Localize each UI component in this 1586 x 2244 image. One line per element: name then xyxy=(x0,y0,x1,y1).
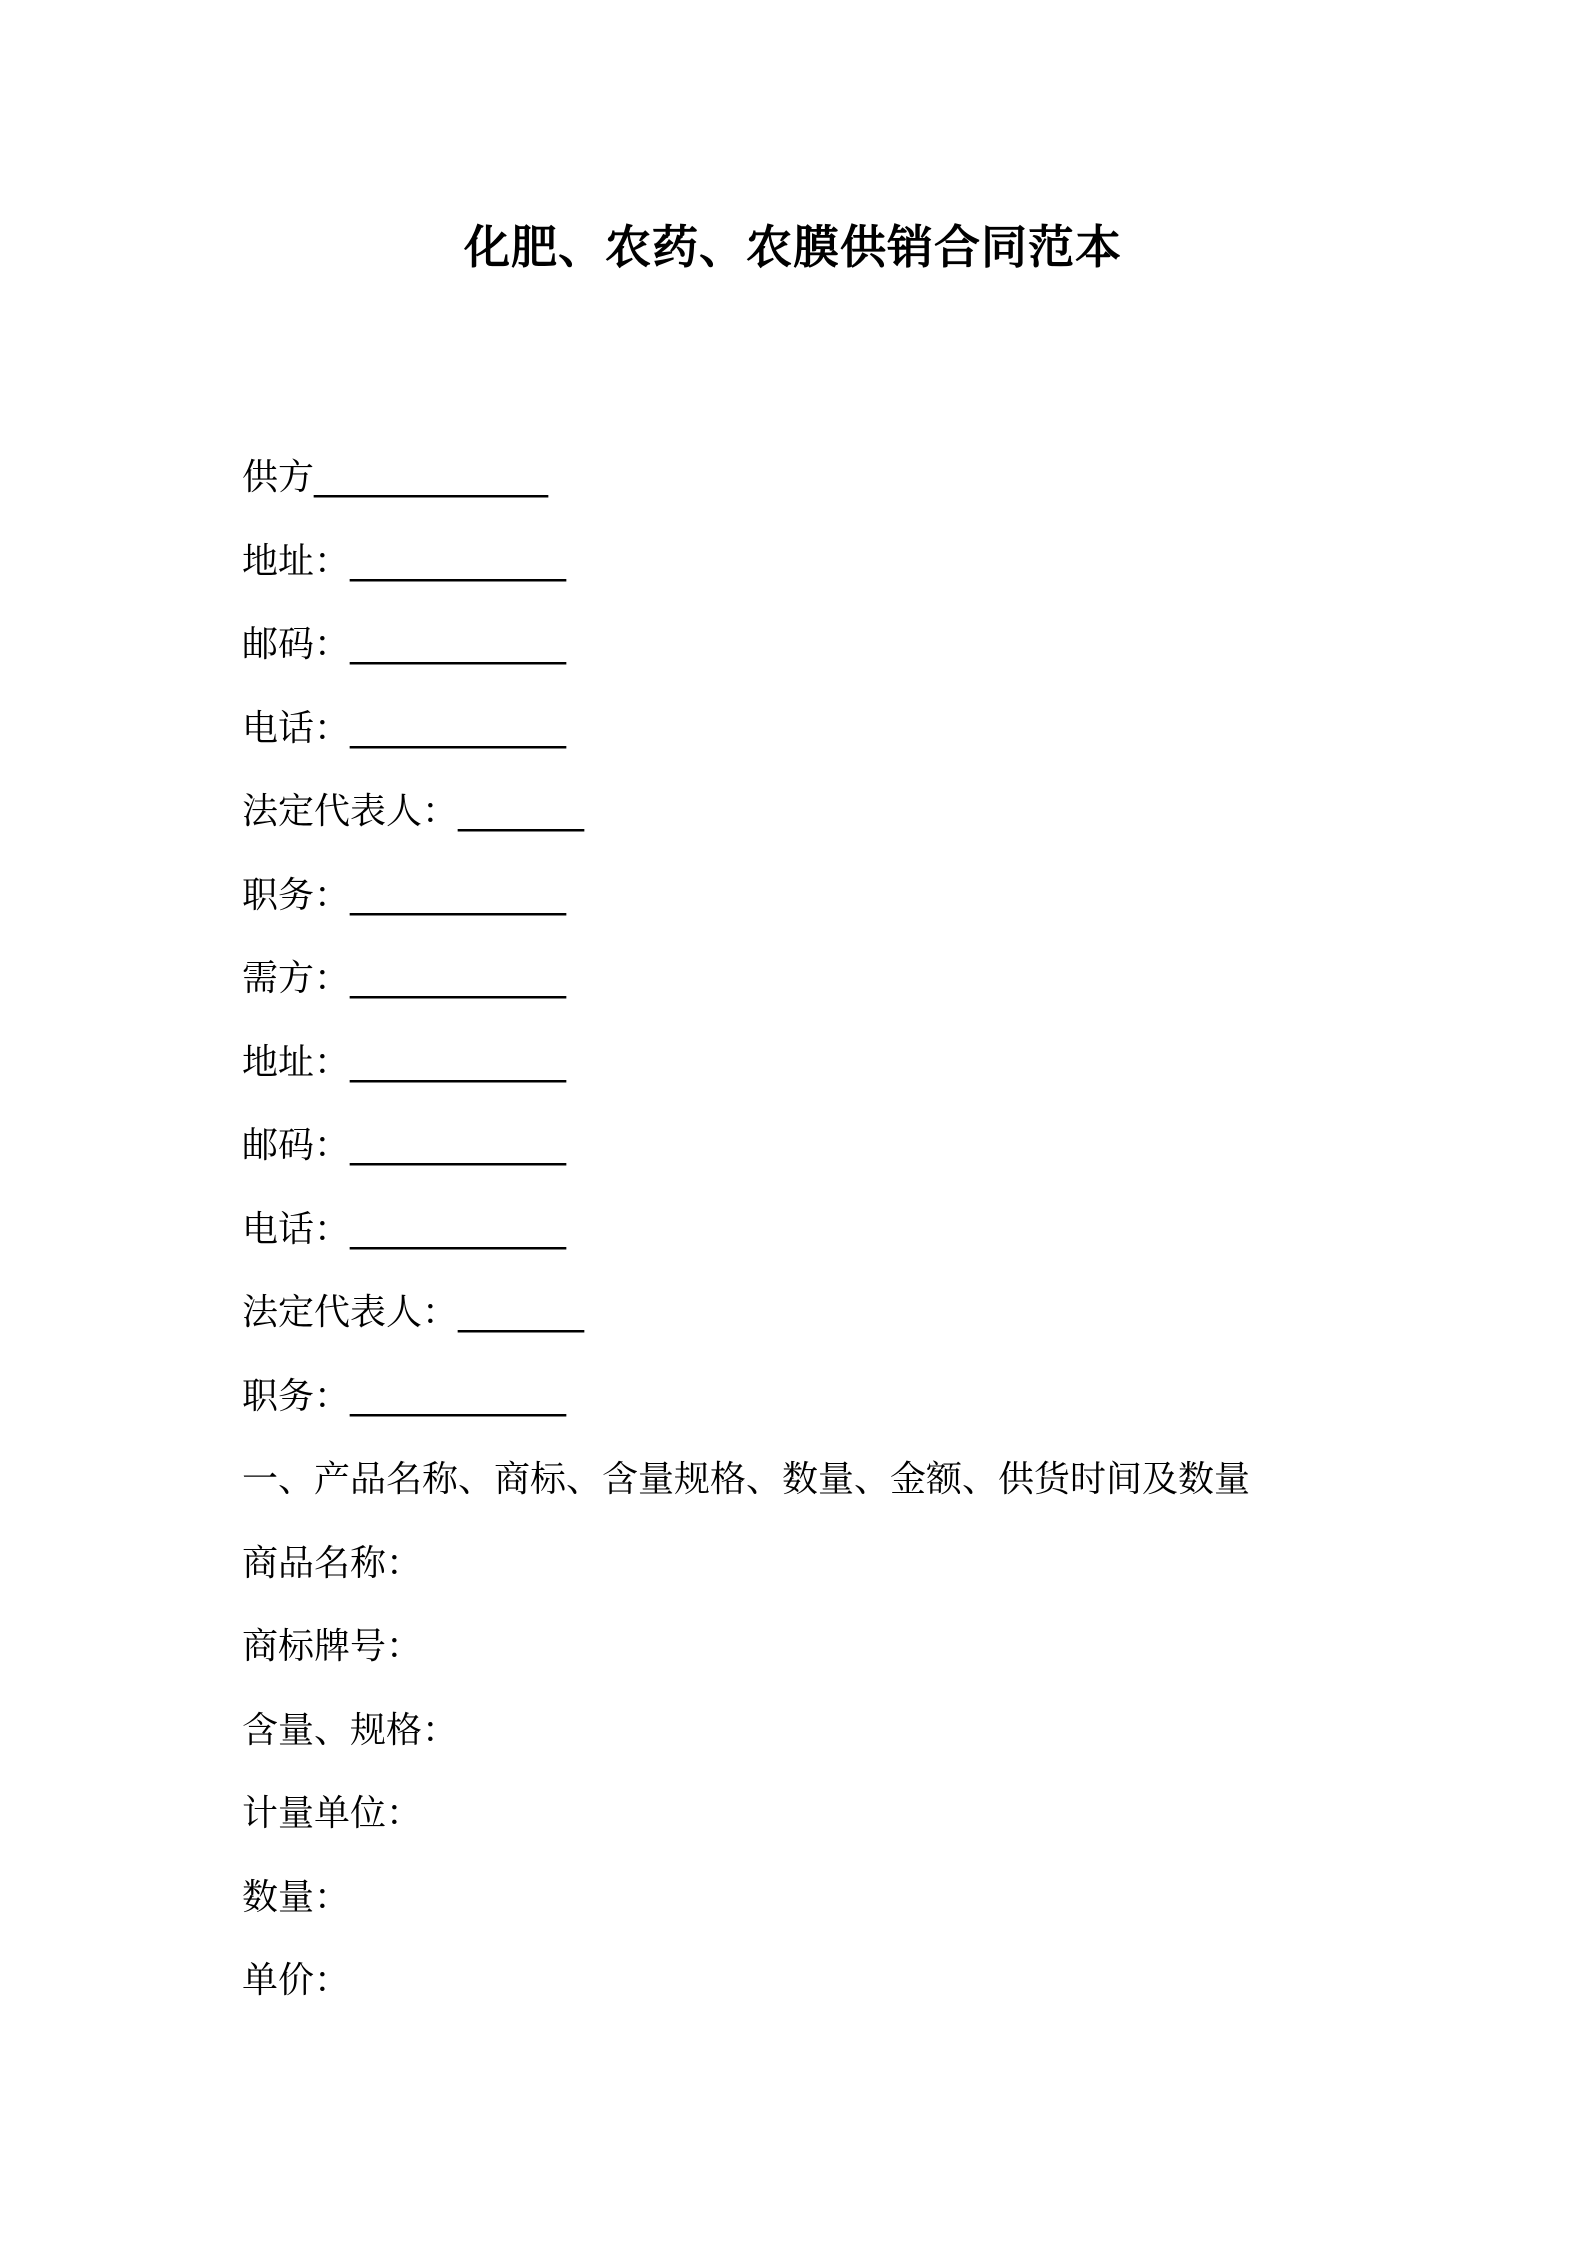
supplier-line: 供方_____________ xyxy=(242,457,549,498)
trademark-line: 商标牌号： xyxy=(242,1626,423,1667)
buyer-line: 需方：____________ xyxy=(242,958,567,999)
unit-price-line: 单价： xyxy=(242,1960,351,2001)
supplier-legal-rep-line: 法定代表人：_______ xyxy=(242,791,585,832)
buyer-position-line: 职务：____________ xyxy=(242,1375,567,1417)
content-spec-line: 含量、规格： xyxy=(242,1709,459,1751)
product-name-line: 商品名称： xyxy=(242,1542,423,1584)
buyer-postcode-line: 邮码：____________ xyxy=(242,1125,567,1166)
document-body xyxy=(242,443,1442,2030)
buyer-legal-rep-line: 法定代表人：_______ xyxy=(242,1292,585,1333)
supplier-position-line: 职务：____________ xyxy=(242,874,567,916)
supplier-postcode-line: 邮码：____________ xyxy=(242,624,567,665)
section-heading-1: 一、产品名称、商标、含量规格、数量、金额、供货时间及数量 xyxy=(242,1459,1251,1500)
document-title: 化肥、农药、农膜供销合同范本 xyxy=(464,220,1122,274)
buyer-address-line: 地址：____________ xyxy=(242,1041,567,1083)
supplier-address-line: 地址：____________ xyxy=(242,540,567,582)
supplier-phone-line: 电话：____________ xyxy=(242,707,567,749)
quantity-line: 数量： xyxy=(242,1876,351,1918)
buyer-phone-line: 电话：____________ xyxy=(242,1208,567,1250)
unit-line: 计量单位： xyxy=(242,1793,423,1834)
